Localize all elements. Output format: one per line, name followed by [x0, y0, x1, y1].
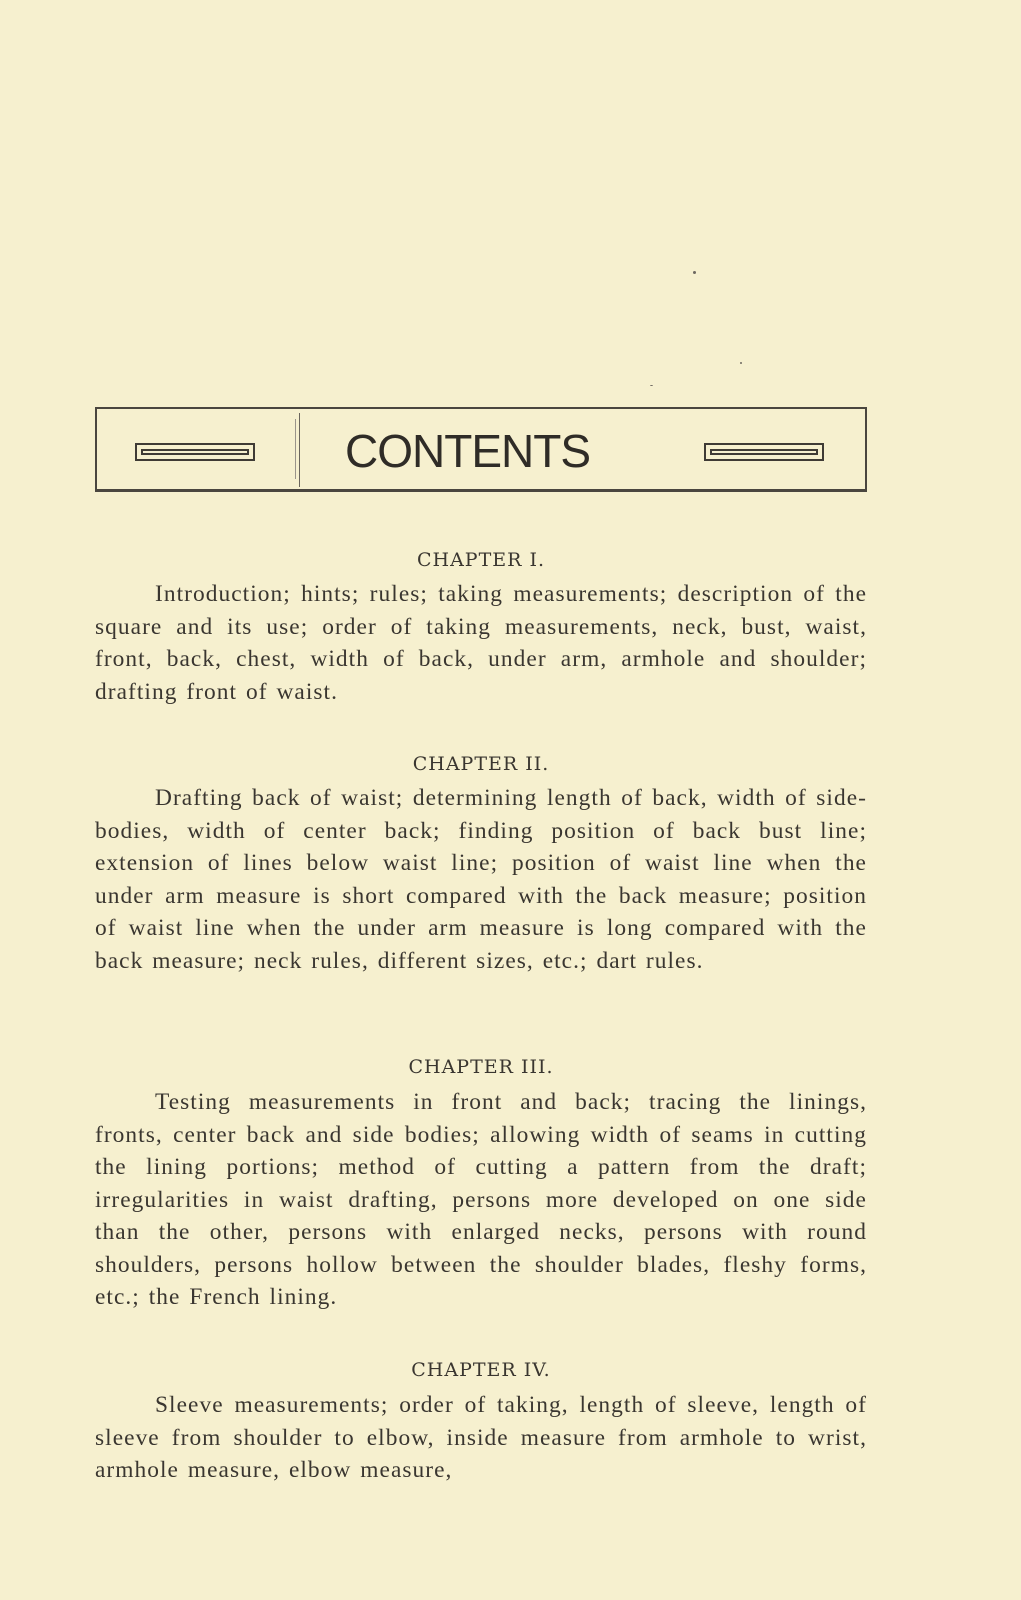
chapter-summary: Sleeve measurements; order of taking, length of sleeve, length of sleeve from shoulder to elbow, inside measure from armhole to wrist, armhole measure, elbow measure, [95, 1392, 867, 1483]
ink-speck [740, 362, 742, 364]
chapter-summary: Introduction; hints; rules; taking measurements; description of the square and its use; order of taking measurements, neck, bust, waist, front, back, chest, width of back, under arm, armhole and shoulder; drafting front of waist. [95, 581, 867, 705]
ink-speck [693, 271, 696, 274]
chapter-heading: CHAPTER IV. [411, 1359, 551, 1381]
page-title: CONTENTS [345, 425, 590, 477]
left-bar-ornament-icon [135, 443, 255, 461]
chapter-heading: CHAPTER III. [408, 1056, 554, 1078]
header-divider-line [295, 419, 296, 479]
header-divider-line [299, 413, 300, 487]
contents-header-box [95, 407, 867, 492]
chapter-summary: Drafting back of waist; determining length of back, width of side-bodies, width of center back; finding position of back bust line; extension of lines below waist line; position of waist line when the under arm measure is short compared with the back measure; position of waist line when the under arm measure is long compared with the back measure; neck rules, different sizes, etc.; dart rules. [95, 785, 867, 974]
chapter-heading: CHAPTER II. [412, 753, 550, 775]
chapter-summary: Testing measurements in front and back; tracing the linings, fronts, center back and side bodies; allowing width of seams in cutting the lining portions; method of cutting a pattern from the draft; irregularities in waist drafting, persons more developed on one side than the other, persons with enlarged necks, persons with round shoulders, persons hollow between the shoulder blades, fleshy forms, etc.; the French lining. [95, 1089, 867, 1310]
ink-speck [650, 385, 653, 386]
chapter-heading: CHAPTER I. [416, 549, 546, 571]
right-bar-ornament-icon [704, 443, 824, 461]
